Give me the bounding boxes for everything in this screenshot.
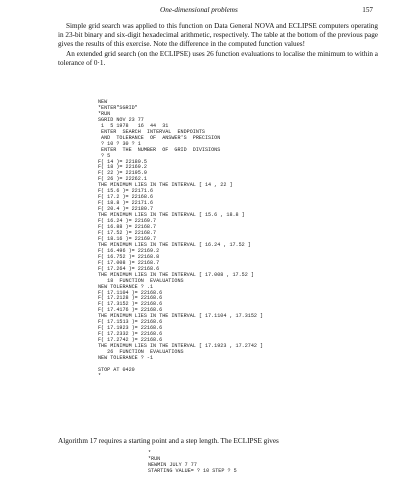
listing-line: 26 FUNCTION EVALUATIONS: [98, 349, 184, 356]
listing-line: F( 17.008 )= 22168.7: [98, 259, 160, 266]
listing-line: F( 18.16 )= 22169.7: [98, 235, 157, 242]
caption-text: Algorithm 17 requires a starting point and a step length. The ECLIPSE gives: [58, 437, 279, 445]
listing-line: F( 17.1513 )= 22168.6: [98, 319, 163, 326]
program-listing-continued: [148, 450, 237, 474]
program-listing: [98, 100, 263, 380]
listing-line: THE MINIMUM LIES IN THE INTERVAL [ 14 , 22 ]: [98, 182, 233, 189]
listing-line: STARTING VALUE= ? 10 STEP ? 5: [148, 468, 237, 474]
listing-line: AND TOLERANCE OF ANSWER'S PRECISION: [98, 134, 221, 141]
listing-line: F( 14 )= 22180.5: [98, 158, 147, 165]
listing-line: ENTER THE NUMBER OF GRID DIVISIONS: [98, 146, 221, 153]
listing-line: F( 16.496 )= 22169.2: [98, 247, 160, 254]
listing-line: F( 18 )= 22169.2: [98, 164, 147, 171]
listing-line: *RUN: [98, 110, 111, 117]
body-text: [58, 22, 378, 68]
listing-line: NEW TOLERANCE ? -1: [98, 354, 154, 361]
listing-line: STOP AT 0420: [98, 366, 135, 373]
listing-line: NEWMIN JULY 7 77: [148, 462, 197, 468]
listing-line: F( 17.2742 )= 22168.6: [98, 337, 163, 344]
paragraph: Simple grid search was applied to this function on Data General NOVA and ECLIPSE computers operating in 23-bit binary and six-digit hexadecimal arithmetic, respectively. The table at the bottom of the previous page gives the results of this exercise. Note the difference in the computed function values!: [58, 22, 378, 49]
listing-line: F( 16.752 )= 22168.8: [98, 253, 160, 260]
listing-line: NEW TOLERANCE ? .1: [98, 283, 154, 290]
listing-line: F( 20.4 )= 22180.7: [98, 206, 154, 213]
listing-line: THE MINIMUM LIES IN THE INTERVAL [ 17.1104 , 17.3152 ]: [98, 313, 264, 320]
listing-line: 1 5 1978 16 44 31: [98, 122, 169, 129]
paragraph: An extended grid search (on the ECLIPSE) uses 26 function evaluations to localise the minimum to within a tolerance of 0·1.: [58, 49, 378, 67]
listing-line: F( 17.1923 )= 22168.6: [98, 325, 163, 332]
listing-line: F( 15.6 )= 22171.6: [98, 188, 154, 195]
listing-line: *RUN: [148, 456, 161, 462]
listing-line: F( 16.24 )= 22169.7: [98, 218, 157, 225]
listing-line: F( 16.88 )= 22168.7: [98, 224, 157, 231]
listing-line: *ENTER"SGRID": [98, 104, 138, 111]
listing-line: THE MINIMUM LIES IN THE INTERVAL [ 17.008 , 17.52 ]: [98, 271, 254, 278]
listing-line: SGRID NOV 23 77: [98, 116, 144, 123]
listing-line: F( 22 )= 22195.9: [98, 170, 147, 177]
listing-line: F( 17.3152 )= 22168.6: [98, 301, 163, 308]
listing-line: 18 FUNCTION EVALUATIONS: [98, 277, 184, 284]
page-number: 157: [362, 6, 373, 14]
listing-line: ? 5: [98, 152, 111, 159]
listing-line: ? 10 ? 30 ? 1: [98, 140, 141, 147]
listing-line: THE MINIMUM LIES IN THE INTERVAL [ 16.24 , 17.52 ]: [98, 241, 251, 248]
listing-line: F( 17.1104 )= 22168.6: [98, 289, 163, 296]
listing-line: F( 17.2 )= 22168.6: [98, 194, 154, 201]
running-title: One-dimensional problems: [160, 6, 238, 14]
listing-line: ENTER SEARCH INTERVAL ENDPOINTS: [98, 128, 205, 135]
listing-line: NEW: [98, 99, 108, 105]
listing-line: *: [148, 450, 152, 456]
running-header: [60, 6, 373, 18]
listing-line: F( 17.2332 )= 22168.6: [98, 331, 163, 338]
listing-line: F( 17.52 )= 22168.7: [98, 229, 157, 236]
listing-line: F( 18.8 )= 22171.6: [98, 200, 154, 207]
listing-line: THE MINIMUM LIES IN THE INTERVAL [ 17.1923 , 17.2742 ]: [98, 343, 264, 350]
listing-line: THE MINIMUM LIES IN THE INTERVAL [ 15.6 , 18.8 ]: [98, 212, 245, 219]
listing-line: F( 17.2128 )= 22168.6: [98, 295, 163, 302]
listing-line: F( 17.4176 )= 22168.6: [98, 307, 163, 314]
listing-line: *: [98, 372, 102, 379]
listing-line: F( 26 )= 22262.1: [98, 176, 147, 183]
listing-line: F( 17.264 )= 22168.6: [98, 265, 160, 272]
